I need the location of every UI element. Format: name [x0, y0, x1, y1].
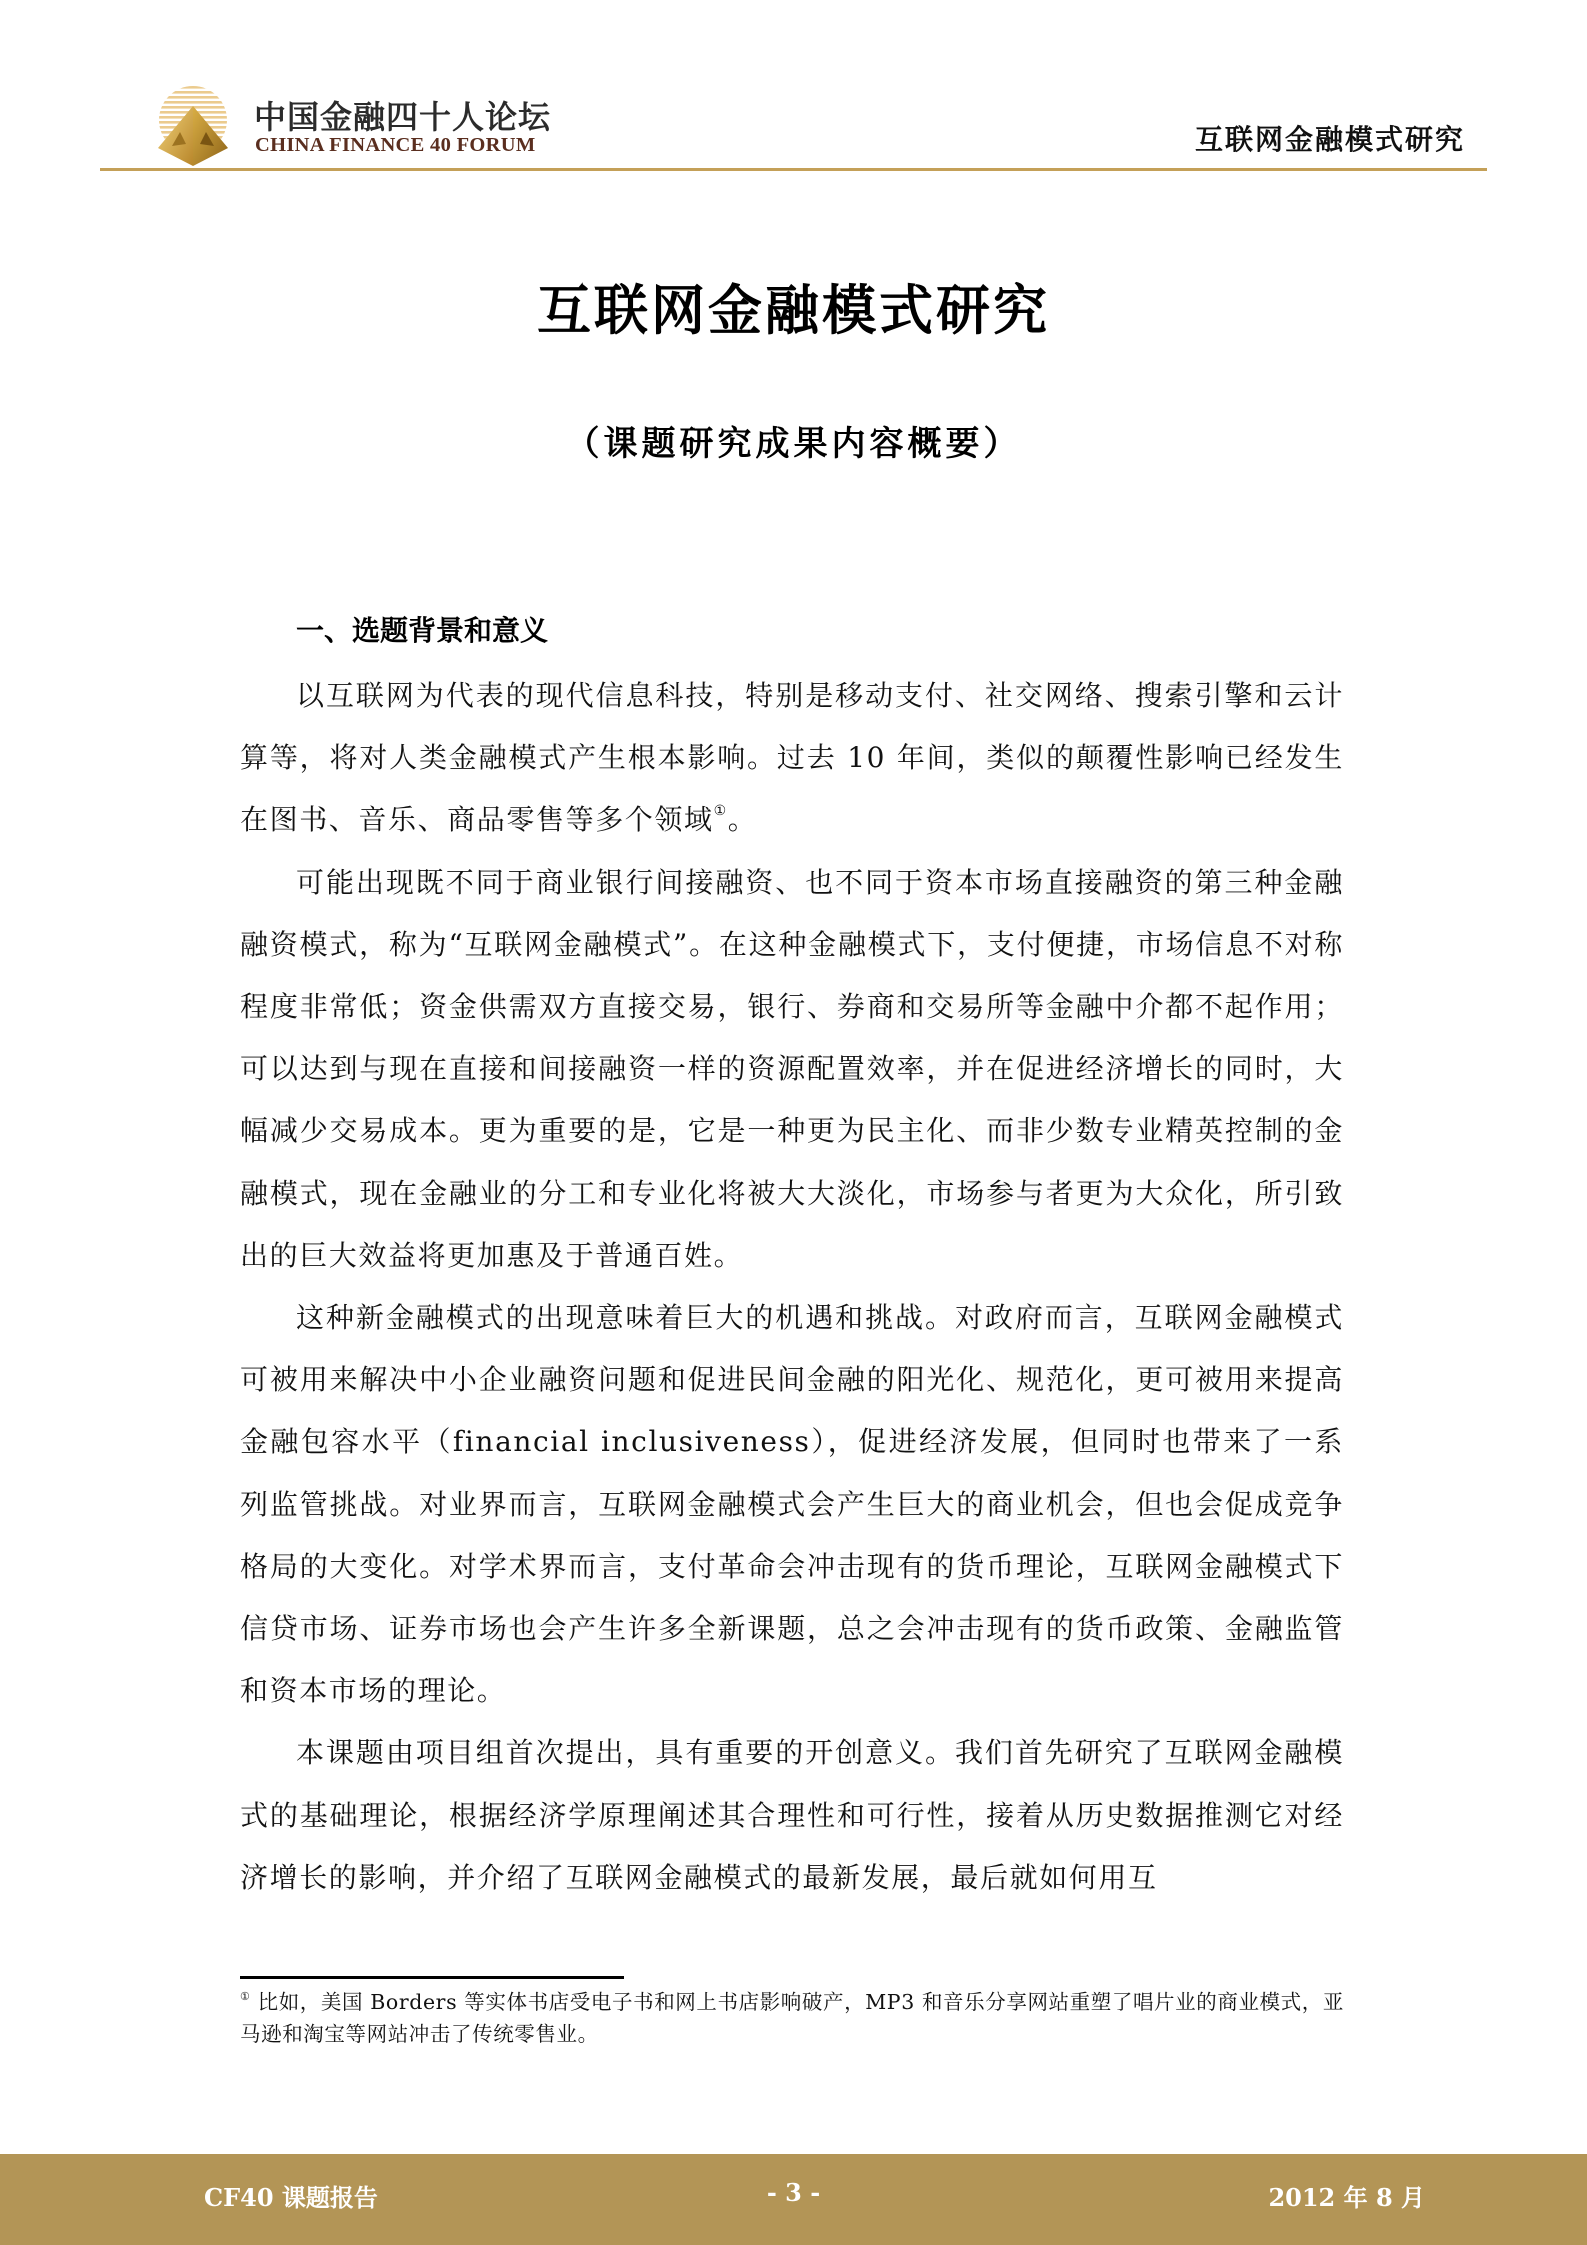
footnote-1 — [240, 1986, 1344, 2050]
document-body — [240, 605, 1344, 1909]
logo-chinese-name: 中国金融四十人论坛 — [254, 98, 552, 136]
document-subtitle: （课题研究成果内容概要） — [565, 424, 1022, 464]
footnote-ref[interactable]: ① — [713, 803, 728, 820]
footnote-text: 比如，美国 Borders 等实体书店受电子书和网上书店影响破产，MP3 和音乐分享网站重塑了唱片业的商业模式，亚马逊和淘宝等网站冲击了传统零售业。 — [240, 1990, 1344, 2046]
section-heading: 一、选题背景和意义 — [296, 614, 549, 647]
footer-date: 2012 年 8 月 — [1268, 2183, 1425, 2212]
gold-pyramid-sun-logo-icon — [150, 82, 236, 168]
footnote-divider — [240, 1976, 624, 1979]
header-divider — [100, 168, 1487, 171]
footer-bar — [0, 2154, 1587, 2245]
paragraph-4: 本课题由项目组首次提出，具有重要的开创意义。我们首先研究了互联网金融模式的基础理论，根据经济学原理阐述其合理性和可行性，接着从历史数据推测它对经济增长的影响，并介绍了互联网金融模式的最新发展，最后就如何用互 — [240, 1736, 1344, 1894]
paragraph-3: 这种新金融模式的出现意味着巨大的机遇和挑战。对政府而言，互联网金融模式可被用来解决中小企业融资问题和促进民间金融的阳光化、规范化，更可被用来提高金融包容水平（financial inclusiveness），促进经济发展，但同时也带来了一系列监管挑战。对业界而言，互联网金融模式会产生巨大的商业机会，但也会促成竞争格局的大变化。对学术界而言，支付革命会冲击现有的货币理论，互联网金融模式下信贷市场、证券市场也会产生许多全新课题，总之会冲击现有的货币政策、金融监管和资本市场的理论。 — [240, 1301, 1344, 1708]
footnote-mark: ① — [240, 1990, 251, 2003]
paragraph-1 — [240, 665, 1344, 852]
footer-report-label: CF40 课题报告 — [204, 2183, 378, 2212]
running-header-title: 互联网金融模式研究 — [1194, 123, 1465, 156]
logo-english-name: CHINA FINANCE 40 FORUM — [255, 134, 536, 156]
cf40-logo — [150, 82, 620, 168]
document-title: 互联网金融模式研究 — [537, 279, 1050, 342]
paragraph-tail: 。 — [727, 803, 758, 837]
paragraph-2: 可能出现既不同于商业银行间接融资、也不同于资本市场直接融资的第三种金融融资模式，称为“互联网金融模式”。在这种金融模式下，支付便捷，市场信息不对称程度非常低；资金供需双方直接交易，银行、券商和交易所等金融中介都不起作用；可以达到与现在直接和间接融资一样的资源配置效率，并在促进经济增长的同时，大幅减少交易成本。更为重要的是，它是一种更为民主化、而非少数专业精英控制的金融模式，现在金融业的分工和专业化将被大大淡化，市场参与者更为大众化，所引致出的巨大效益将更加惠及于普通百姓。 — [240, 865, 1344, 1272]
paragraph-text: 以互联网为代表的现代信息科技，特别是移动支付、社交网络、搜索引擎和云计算等，将对人类金融模式产生根本影响。过去 10 年间，类似的颠覆性影响已经发生在图书、音乐、商品零售等多个领域 — [240, 679, 1344, 837]
page-number: - 3 - — [766, 2178, 821, 2207]
